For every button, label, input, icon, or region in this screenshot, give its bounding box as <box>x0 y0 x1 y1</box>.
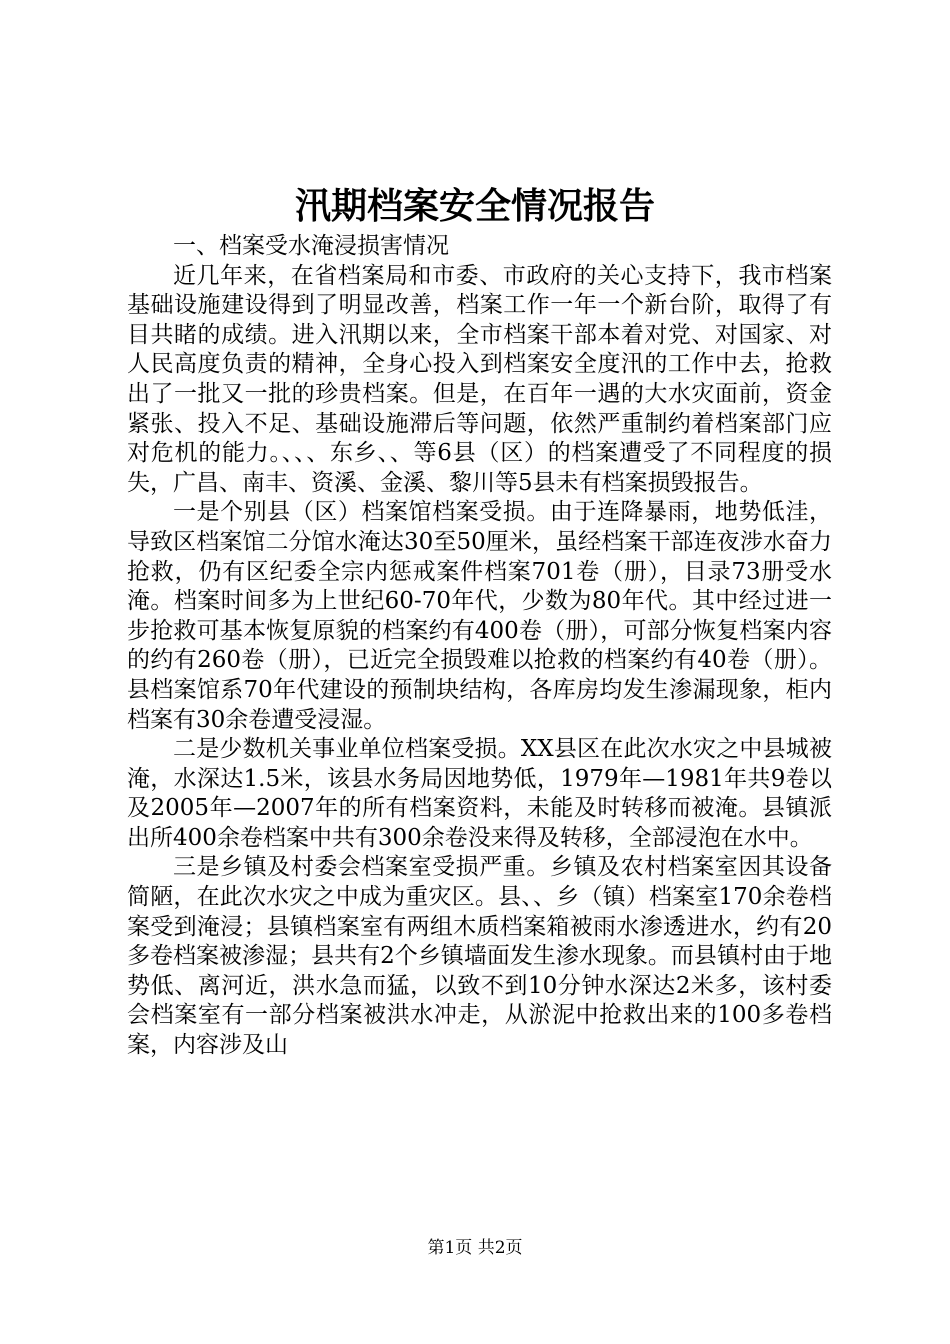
paragraph-county-archives: 一是个别县（区）档案馆档案受损。由于连降暴雨，地势低洼，导致区档案馆二分馆水淹达30至50厘米，虽经档案干部连夜涉水奋力抢救，仍有区纪委全宗内惩戒案件档案701卷（册），目录73册受水淹。档案时间多为上世纪60-70年代，少数为80年代。其中经过进一步抢救可基本恢复原貌的档案约有400卷（册），可部分恢复档案内容的约有260卷（册），已近完全损毁难以抢救的档案约有40卷（册）。县档案馆系70年代建设的预制块结构，各库房均发生渗漏现象，柜内档案有30余卷遭受浸湿。 <box>127 499 832 733</box>
section-heading: 一、档案受水淹浸损害情况 <box>173 233 449 259</box>
document-title: 汛期档案安全情况报告 <box>294 185 655 227</box>
document-body <box>127 232 832 1061</box>
paragraph-township-archives: 三是乡镇及村委会档案室受损严重。乡镇及农村档案室因其设备简陋，在此次水灾之中成为重灾区。县、、乡（镇）档案室170余卷档案受到淹浸；县镇档案室有两组木质档案箱被雨水渗透进水，约有20多卷档案被渗湿；县共有2个乡镇墙面发生渗水现象。而县镇村由于地势低、离河近，洪水急而猛，以致不到10分钟水深达2米多，该村委会档案室有一部分档案被洪水冲走，从淤泥中抢救出来的100多卷档案，内容涉及山 <box>127 854 832 1059</box>
paragraph-institutions: 二是少数机关事业单位档案受损。XX县区在此次水灾之中县城被淹，水深达1.5米，该县水务局因地势低，1979年—1981年共9卷以及2005年—2007年的所有档案资料，未能及时转移而被淹。县镇派出所400余卷档案中共有300余卷没来得及转移，全部浸泡在水中。 <box>127 736 832 851</box>
paragraph-intro: 近几年来，在省档案局和市委、市政府的关心支持下，我市档案基础设施建设得到了明显改善，档案工作一年一个新台阶，取得了有目共睹的成绩。进入汛期以来，全市档案干部本着对党、对国家、对人民高度负责的精神，全身心投入到档案安全度汛的工作中去，抢救出了一批又一批的珍贵档案。但是，在百年一遇的大水灾面前，资金紧张、投入不足、基础设施滞后等问题，依然严重制约着档案部门应对危机的能力。、、、东乡、、等6县（区）的档案遭受了不同程度的损失，广昌、南丰、资溪、金溪、黎川等5县未有档案损毁报告。 <box>127 262 832 496</box>
page-footer: 第1页 共2页 <box>427 1238 523 1258</box>
